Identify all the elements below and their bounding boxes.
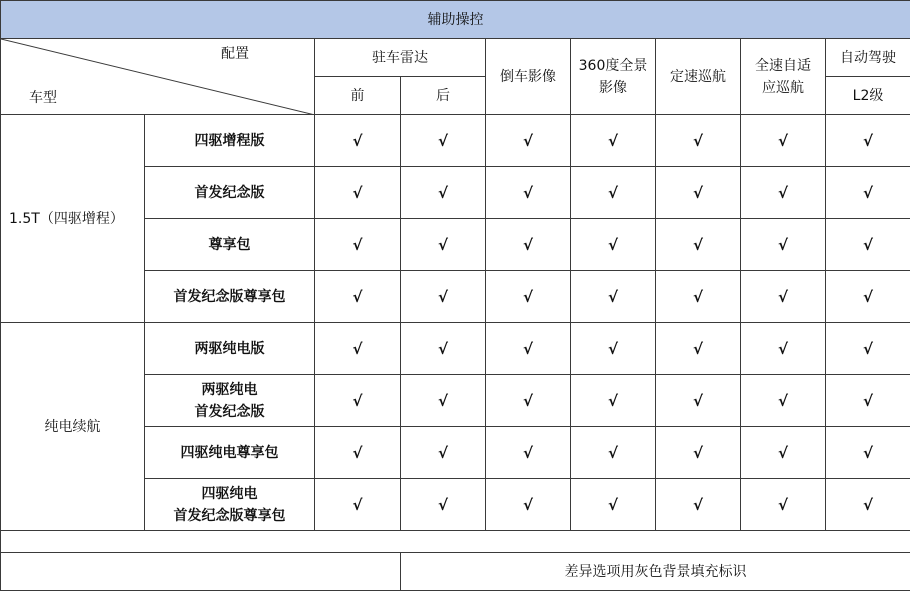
check-mark-cell: √: [741, 323, 826, 375]
variant-line2: 首发纪念版尊享包: [173, 507, 286, 524]
check-mark-cell: √: [401, 271, 486, 323]
check-mark-cell: √: [741, 219, 826, 271]
check-mark-cell: √: [486, 427, 571, 479]
adaptive-cruise-header: [741, 39, 826, 115]
variant-line1: 首发纪念版: [194, 184, 265, 201]
check-mark-cell: √: [571, 323, 656, 375]
parking-radar-header: 驻车雷达: [315, 39, 486, 77]
variant-cell: [145, 115, 315, 167]
check-mark-cell: √: [315, 219, 401, 271]
header-diagonal-cell: [1, 39, 315, 115]
check-mark-cell: √: [826, 115, 910, 167]
check-mark-cell: √: [571, 479, 656, 531]
check-mark-cell: √: [656, 323, 741, 375]
config-label: 配置: [221, 46, 249, 62]
table-row: [1, 323, 910, 375]
model-group-cell: 1.5T（四驱增程）: [1, 115, 145, 323]
check-mark-cell: √: [401, 323, 486, 375]
check-mark-cell: √: [401, 219, 486, 271]
check-mark-cell: √: [315, 479, 401, 531]
camera-360-header: [571, 39, 656, 115]
adaptive-line1: 全速自适: [755, 57, 811, 74]
check-mark-cell: √: [315, 375, 401, 427]
autodrive-header: 自动驾驶: [826, 39, 910, 77]
variant-cell: [145, 323, 315, 375]
variant-line1: 四驱纯电: [201, 485, 258, 502]
check-mark-cell: √: [486, 115, 571, 167]
variant-line2: 首发纪念版: [194, 403, 265, 420]
check-mark-cell: √: [741, 271, 826, 323]
check-mark-cell: √: [741, 479, 826, 531]
check-mark-cell: √: [486, 271, 571, 323]
check-mark-cell: √: [826, 167, 910, 219]
camera-360-line2: 影像: [599, 79, 627, 96]
model-group-cell: 纯电续航: [1, 323, 145, 531]
variant-cell: [145, 375, 315, 427]
table-title: 辅助操控: [1, 1, 910, 39]
check-mark-cell: √: [826, 427, 910, 479]
check-mark-cell: √: [315, 427, 401, 479]
check-mark-cell: √: [741, 167, 826, 219]
check-mark-cell: √: [486, 167, 571, 219]
check-mark-cell: √: [401, 167, 486, 219]
check-mark-cell: √: [826, 271, 910, 323]
check-mark-cell: √: [571, 219, 656, 271]
check-mark-cell: √: [571, 375, 656, 427]
reverse-camera-header: 倒车影像: [486, 39, 571, 115]
check-mark-cell: √: [826, 219, 910, 271]
check-mark-cell: √: [656, 427, 741, 479]
variant-cell: [145, 479, 315, 531]
check-mark-cell: √: [741, 375, 826, 427]
variant-cell: [145, 427, 315, 479]
note-blank-cell: [1, 553, 401, 591]
check-mark-cell: √: [315, 323, 401, 375]
variant-cell: [145, 219, 315, 271]
check-mark-cell: √: [656, 375, 741, 427]
variant-cell: [145, 271, 315, 323]
check-mark-cell: √: [826, 323, 910, 375]
check-mark-cell: √: [656, 167, 741, 219]
cruise-header: 定速巡航: [656, 39, 741, 115]
check-mark-cell: √: [656, 115, 741, 167]
check-mark-cell: √: [571, 271, 656, 323]
note-cell: 差异选项用灰色背景填充标识: [401, 553, 910, 591]
empty-row: [1, 531, 910, 553]
check-mark-cell: √: [401, 375, 486, 427]
check-mark-cell: √: [571, 115, 656, 167]
check-mark-cell: √: [571, 427, 656, 479]
check-mark-cell: √: [486, 375, 571, 427]
check-mark-cell: √: [315, 271, 401, 323]
check-mark-cell: √: [401, 427, 486, 479]
rear-radar-header: 后: [401, 77, 486, 115]
model-label: 车型: [29, 90, 57, 106]
table-body: [1, 115, 910, 531]
check-mark-cell: √: [656, 479, 741, 531]
check-mark-cell: √: [656, 271, 741, 323]
check-mark-cell: √: [656, 219, 741, 271]
variant-line1: 四驱增程版: [194, 132, 265, 149]
check-mark-cell: √: [486, 219, 571, 271]
check-mark-cell: √: [826, 479, 910, 531]
variant-cell: [145, 167, 315, 219]
variant-line1: 尊享包: [208, 236, 251, 253]
front-radar-header: 前: [315, 77, 401, 115]
variant-line1: 两驱纯电: [201, 381, 258, 398]
check-mark-cell: √: [401, 115, 486, 167]
l2-header: L2级: [826, 77, 910, 115]
check-mark-cell: √: [741, 427, 826, 479]
check-mark-cell: √: [826, 375, 910, 427]
check-mark-cell: √: [486, 323, 571, 375]
variant-line1: 两驱纯电版: [194, 340, 265, 357]
check-mark-cell: √: [315, 167, 401, 219]
check-mark-cell: √: [401, 479, 486, 531]
variant-line1: 四驱纯电尊享包: [180, 444, 279, 461]
check-mark-cell: √: [741, 115, 826, 167]
camera-360-line1: 360度全景: [578, 57, 648, 74]
adaptive-line2: 应巡航: [762, 79, 804, 96]
table-row: [1, 115, 910, 167]
check-mark-cell: √: [315, 115, 401, 167]
variant-line1: 首发纪念版尊享包: [173, 288, 286, 305]
check-mark-cell: √: [486, 479, 571, 531]
check-mark-cell: √: [571, 167, 656, 219]
